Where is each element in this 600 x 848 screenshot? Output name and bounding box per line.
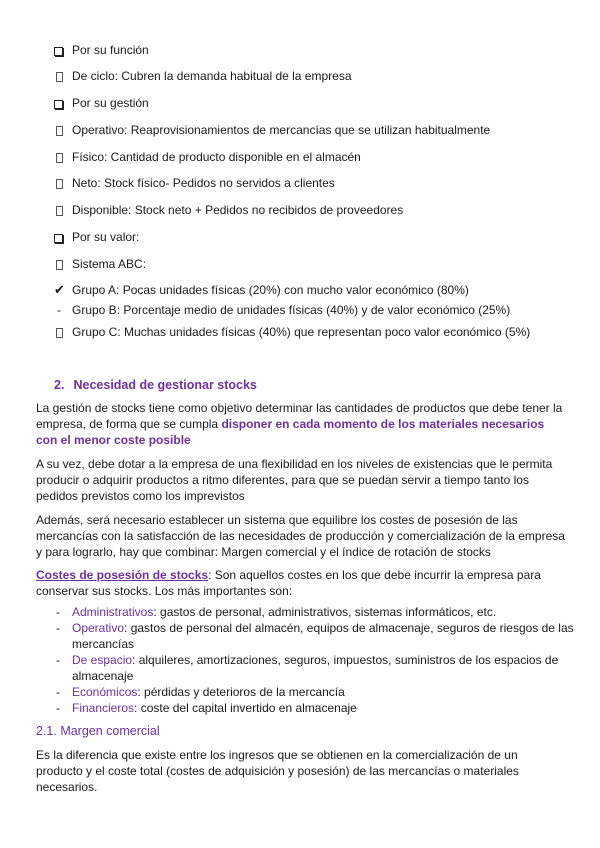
bullet-glyph-icon	[54, 324, 68, 342]
checkbox-bullet-icon	[54, 229, 68, 247]
list-item	[36, 620, 576, 652]
checkbox-bullet-icon	[54, 95, 68, 113]
cost-text: : pérdidas y deterioros de la mercancía	[137, 685, 345, 699]
checkmark-icon: ✔	[54, 282, 65, 297]
list-item-text: Por su gestión	[72, 96, 149, 110]
paragraph-text: La gestión de stocks tiene como objetivo determinar las cantidades de productos que debe tener la empresa, de forma que se cumpla	[36, 401, 563, 431]
subsection-heading: 2.1. Margen comercial	[36, 724, 160, 738]
cost-label: De espacio	[72, 653, 133, 667]
costs-link[interactable]: Costes de posesión de stocks	[36, 568, 209, 582]
cost-label: Económicos	[72, 685, 138, 699]
list-item-text: Por su función	[72, 43, 149, 57]
paragraph	[36, 400, 566, 448]
list-item-text: De ciclo: Cubren la demanda habitual de la empresa	[72, 69, 352, 83]
dash-bullet-icon: -	[56, 605, 60, 619]
bullet-glyph-icon	[54, 202, 68, 220]
bullet-glyph-icon	[54, 122, 68, 140]
costs-list	[36, 604, 576, 716]
paragraph	[36, 567, 566, 599]
list-item	[36, 700, 576, 716]
section-title: Necesidad de gestionar stocks	[73, 378, 257, 392]
checkbox-bullet-icon	[54, 42, 68, 60]
list-item-text: Por su valor:	[72, 230, 140, 244]
cost-label: Operativo	[72, 621, 125, 635]
cost-label: Financieros	[72, 701, 135, 715]
bullet-glyph-icon	[54, 68, 68, 86]
dash-bullet-icon: -	[56, 653, 60, 667]
list-item-text: Grupo B: Porcentaje medio de unidades físicas (40%) y de valor económico (25%)	[72, 303, 511, 317]
bullet-glyph-icon	[54, 256, 68, 274]
list-item	[36, 652, 576, 684]
list-item-text: Operativo: Reaprovisionamientos de mercancías que se utilizan habitualmente	[72, 123, 491, 137]
list-item	[36, 604, 576, 620]
bullet-glyph-icon	[54, 149, 68, 167]
paragraph: A su vez, debe dotar a la empresa de una flexibilidad en los niveles de existencias que le permita producir o adquirir productos a ritmo diferentes, para que se puedan servir a tiempo tanto los pedidos previstos como los imprevistos	[36, 457, 553, 503]
list-item-text: Grupo C: Muchas unidades físicas (40%) que representan poco valor económico (5%)	[72, 325, 531, 339]
emphasis-text: disponer en cada momento de los materiales necesarios con el menor coste posible	[36, 417, 545, 447]
paragraph: Además, será necesario establecer un sistema que equilibre los costes de posesión de las mercancías con la satisfacción de las necesidades de producción y comercialización de la empresa y para lograrlo, hay que combinar: Margen comercial y el índice de rotación de stocks	[36, 513, 565, 559]
dash-bullet-icon: -	[56, 685, 60, 699]
list-item-text: Grupo A: Pocas unidades físicas (20%) con mucho valor económico (80%)	[72, 283, 469, 297]
cost-label: Administrativos	[72, 605, 154, 619]
section-number: 2.	[54, 378, 65, 392]
dash-bullet-icon: -	[56, 621, 60, 635]
section-heading	[54, 378, 257, 392]
dash-bullet-icon: -	[57, 303, 61, 317]
list-item-text: Físico: Cantidad de producto disponible en el almacén	[72, 150, 361, 164]
cost-text: : gastos de personal del almacén, equipos de almacenaje, seguros de riesgos de las mercancías	[72, 621, 574, 651]
paragraph: Es la diferencia que existe entre los ingresos que se obtienen en la comercialización de un producto y el coste total (costes de adquisición y posesión) de las mercancías o materiales necesarios.	[36, 748, 519, 794]
cost-text: : alquileres, amortizaciones, seguros, impuestos, suministros de los espacios de almacenaje	[72, 653, 559, 683]
list-item-text: Sistema ABC:	[72, 257, 147, 271]
paragraph-text: : Son aquellos costes en los que debe incurrir la empresa para conservar sus stocks. Los más importantes son:	[36, 568, 541, 598]
list-item-text: Neto: Stock físico- Pedidos no servidos a clientes	[72, 176, 335, 190]
list-item-text: Disponible: Stock neto + Pedidos no recibidos de proveedores	[72, 203, 404, 217]
cost-text: : gastos de personal, administrativos, sistemas informáticos, etc.	[153, 605, 497, 619]
cost-text: : coste del capital invertido en almacenaje	[134, 701, 357, 715]
bullet-glyph-icon	[54, 175, 68, 193]
dash-bullet-icon: -	[56, 701, 60, 715]
list-item	[36, 684, 576, 700]
